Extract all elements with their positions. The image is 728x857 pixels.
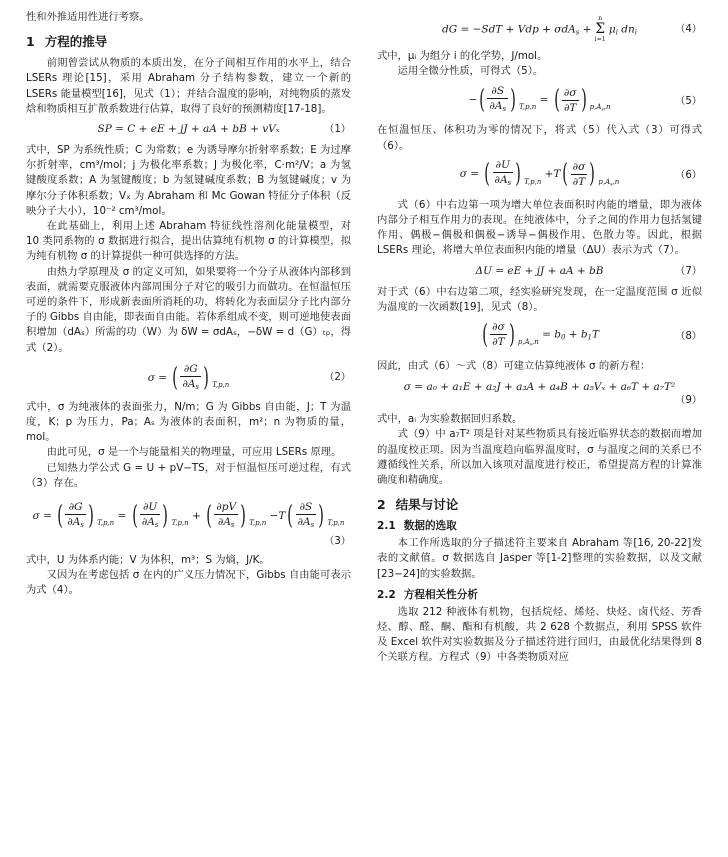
equation-8-number: （8） — [675, 331, 702, 343]
equation-7 — [377, 264, 702, 280]
equation-7-body: ΔU = eE + jJ + aA + bB — [475, 265, 604, 278]
subsection-heading-2-2 — [377, 588, 702, 603]
section-number: 1 — [26, 34, 35, 50]
subsection-number: 2.1 — [377, 520, 396, 533]
paragraph: 对于式（6）中右边第二项，经实验研究发现，在一定温度范围 σ 近似为温度的一次函数[19]，见式（8）。 — [377, 285, 702, 313]
equation-1 — [26, 122, 351, 138]
equation-9 — [377, 379, 702, 395]
equation-4-number: （4） — [675, 23, 702, 35]
equation-1-number: （1） — [324, 124, 351, 136]
subsection-title: 数据的选取 — [403, 520, 457, 533]
paragraph: 在恒温恒压、体积功为零的情况下，将式（5）代入式（3）可得式（6）。 — [377, 124, 702, 152]
equation-8 — [377, 320, 702, 354]
equation-2-number: （2） — [324, 372, 351, 384]
equation-4-body: dG = −SdT + Vdp + σdA$_s$ + n Σ i=1 $\mu_i$ $dn_i$ — [442, 15, 637, 43]
right-column — [377, 10, 702, 857]
section-title: 方程的推导 — [44, 34, 108, 50]
equation-9-number-row — [377, 394, 702, 407]
equation-9-number: （9） — [675, 395, 702, 407]
left-column — [26, 10, 351, 857]
equation-6-body: σ = ( $\frac{\partial U}{\partial A_s}$ ) T,p,n +T( $\frac{\partial\sigma}{\partial T}$ ) $p,A_s,n$ — [459, 159, 620, 190]
equation-3 — [26, 496, 351, 536]
equation-9-body: σ = a₀ + a₁E + a₂J + a₃A + a₄B + a₅Vₓ + a₆T + a₇T² — [403, 380, 676, 393]
equation-2 — [26, 361, 351, 395]
section-heading-1 — [26, 34, 351, 50]
equation-6-number: （6） — [675, 170, 702, 182]
paragraph: 选取 212 种液体有机物，包括烷烃、烯烃、炔烃、卤代烃、芳香烃、醇、醛、酮、酯和有机酸，共 2 628 个数据点，利用 SPSS 软件及 Excel 软件对实验数据及分子描述符进行回归，由最优化结果得到 8 个关联方程。方程式（9）中各类物质对应 — [377, 605, 702, 664]
equation-4 — [377, 15, 702, 44]
equation-3-body: σ = ( $\frac{\partial G}{\partial A_s}$ ) T,p,n = ( $\frac{\partial U}{\partial A_s}$ ) T,p,n + ( $\frac{\partial pV}{\partial A_s}$ ) T,p,n −T( $\frac{\partial S}{\partial A_s}$ ) T,p,n — [32, 500, 345, 531]
paragraph: 前期曾尝试从物质的本质出发，在分子间相互作用的水平上，结合 LSERs 理论[15]，采用 Abraham 分子结构参数，建立一个新的 LSERs 能量模型[16]，见式（1）；并结合温度的影响，对纯物质的蒸发焓和物质相互扩散系数进行估算，取得了良好的预测精度[17-18]。 — [26, 57, 351, 115]
paragraph: 式中，μᵢ 为组分 i 的化学势，J/mol。 — [377, 50, 548, 62]
equation-1-body: SP = C + eE + jJ + aA + bB + vVₓ — [97, 123, 280, 136]
equation-7-number: （7） — [675, 266, 702, 278]
paragraph: 由此可见，σ 是一个与能量相关的物理量，可应用 LSERs 原理。 — [46, 446, 342, 459]
paragraph: 本工作所选取的分子描述符主要来自 Abraham 等[16, 20-22]发表的文献值。σ 数据选自 Jasper 等[1-2]整理的实验数据，以及文献[23−24]的实验数据。 — [377, 537, 702, 580]
paragraph: 因此，由式（6）～式（8）可建立估算纯液体 σ 的新方程： — [377, 360, 651, 373]
paragraph: 式（9）中 a₇T² 项是针对某些物质具有接近临界状态的数据而增加的温度校正项。因为当温度趋向临界温度时，σ 与温度之间的关系已不遵循线性关系，所以加入该项对温度进行校正，希望提高方程的计算准确度和精确度。 — [377, 428, 702, 487]
paragraph-continued: 性和外推适用性进行考察。 — [26, 11, 150, 23]
equation-5-body: −( $\frac{\partial S}{\partial A_s}$ ) T,p,n = ( $\frac{\partial\sigma}{\partial T}$ ) $p,A_s,n$ — [468, 85, 611, 115]
paragraph: 由热力学原理及 σ 的定义可知，如果要将一个分子从液体内部移到表面，就需要克服液体内部周围分子对它的吸引力而做功。在恒温恒压可逆的条件下，形成新表面所消耗的功，将转化为表面层分子比内部分子的 Gibbs 自由能，即表面自由能。若体系组成不变，则可逆地使表面积增加（dAₛ）所需的功（W）为 δW = σdAₛ，−δW = d（G）ₜₚ，得式（2）。 — [26, 265, 351, 354]
equation-8-body: ( $\frac{\partial\sigma}{\partial T}$ ) $p,A_s,n = b_0 + b_1T$ — [482, 319, 600, 350]
equation-3-number-row — [26, 535, 351, 548]
paragraph: 式中，SP 为系统性质；C 为常数；e 为诱导摩尔折射率系数；E 为过摩尔折射率，cm³/mol；j 为极化率系数；J 为极化率，C·m²/V；a 为氢键酸度系数；A 为氢键酸度；b 为氢键碱度系数；B 为氢键碱度；v 为摩尔分子体积系数；Vₓ 为 Abraham 和 Mc Gowan 特征分子体积（反映分子大小），10⁻² cm³/mol。 — [26, 144, 351, 217]
paragraph: 运用全微分性质，可得式（5）。 — [397, 65, 544, 78]
section-heading-2 — [377, 497, 702, 513]
equation-5 — [377, 84, 702, 118]
subsection-heading-2-1 — [377, 519, 702, 534]
subsection-title: 方程相关性分析 — [403, 588, 478, 601]
subsection-number: 2.2 — [377, 588, 396, 601]
paragraph: 已知热力学公式 G = U + pV−TS，对于恒温恒压可逆过程，有式（3）存在。 — [26, 461, 351, 489]
equation-5-number: （5） — [675, 95, 702, 107]
section-number: 2 — [377, 497, 386, 513]
equation-6 — [377, 159, 702, 193]
paragraph: 式（6）中右边第一项为增大单位表面积时内能的增量，即为液体内部分子相互作用力的表现。在纯液体中，分子之间的作用力包括氢键作用、偶极−偶极和偶极−诱导−偶极作用、色散力等。因此，根据 LSERs 理论，将增大单位表面积内能的增量（ΔU）表示为式（7）。 — [377, 198, 702, 257]
paragraph: 在此基础上，利用上述 Abraham 特征线性溶剂化能量模型，对 10 类同系物的 σ 数据进行拟合，提出估算纯有机物 σ 的计算模型，拟为纯有机物 σ 的计算提供一种可供选择的方法。 — [26, 220, 351, 263]
equation-2-body: σ = ( $\frac{\partial G}{\partial A_s}$ ) T,p,n — [147, 362, 230, 393]
paragraph: 式中，σ 为纯液体的表面张力，N/m；G 为 Gibbs 自由能，J；T 为温度，K；p 为压力，Pa；Aₛ 为液体的表面积，m²；n 为物质的量，mol。 — [26, 400, 351, 444]
paragraph: 又因为在考虑包括 σ 在内的广义压力情况下，Gibbs 自由能可表示为式（4）。 — [26, 569, 351, 597]
equation-3-number: （3） — [324, 535, 351, 547]
paragraph: 式中，aᵢ 为实验数据回归系数。 — [377, 413, 523, 426]
section-title: 结果与讨论 — [395, 497, 459, 513]
paragraph: 式中，U 为体系内能；V 为体积，m³；S 为熵，J/K。 — [26, 554, 270, 567]
